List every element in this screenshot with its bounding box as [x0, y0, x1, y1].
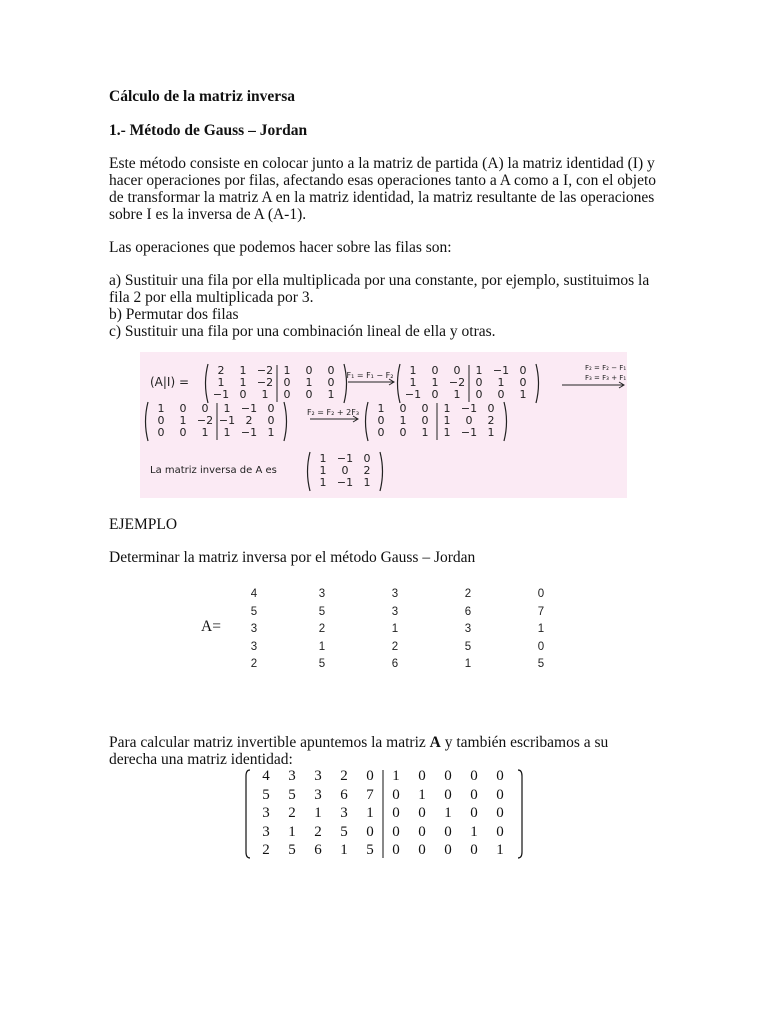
matrix-a-cell: 6: [391, 658, 399, 670]
text-line: derecha una matriz identidad:: [109, 751, 293, 768]
matrix-step2-cell: 1: [431, 376, 439, 389]
matrix-step1-cell: 0: [283, 388, 291, 401]
result-label: La matriz inversa de A es: [150, 465, 277, 476]
matrix-step3-cell: 0: [267, 402, 275, 415]
bold-a: A: [429, 734, 441, 751]
augment-paragraph: [109, 734, 709, 768]
matrix-a-cell: 5: [318, 658, 326, 670]
matrix-step2-cell: −2: [448, 376, 466, 389]
matrix-step3-cell: 1: [267, 426, 275, 439]
example-heading: EJEMPLO: [109, 516, 178, 533]
inverse-matrix-cell: −1: [336, 476, 354, 489]
augmented-cell: 0: [392, 842, 400, 858]
augmented-cell: 1: [496, 842, 504, 858]
section-heading: 1.- Método de Gauss – Jordan: [109, 122, 308, 139]
page-title: Cálculo de la matriz inversa: [109, 88, 295, 105]
augmented-cell: 6: [314, 842, 322, 858]
augmented-matrix: [244, 766, 524, 862]
augmented-cell: 1: [418, 786, 426, 803]
matrix-a-cell: 5: [537, 658, 545, 670]
text-line: a) Sustituir una fila por ella multiplicada por una constante, por ejemplo, sustituimos la: [109, 272, 650, 289]
augmented-cell: 0: [444, 786, 452, 803]
operation-label: F₃ = F₃ + F₁: [585, 374, 627, 382]
augmented-cell: 1: [288, 823, 296, 840]
matrix-a-cell: 2: [391, 640, 399, 653]
augmented-cell: 0: [496, 786, 504, 803]
matrix-step3-cell: 0: [267, 414, 275, 427]
augmented-cell: 2: [262, 842, 270, 858]
matrix-a-cell: 5: [250, 605, 258, 618]
matrix-a-cell: 0: [537, 640, 545, 653]
augmented-cell: 0: [470, 786, 478, 803]
text-line: Este método consiste en colocar junto a la matriz de partida (A) la matriz identidad (I) y: [109, 155, 655, 172]
matrix-step1-cell: 0: [305, 364, 313, 377]
augmented-cell: 5: [288, 842, 296, 858]
augmented-cell: 1: [314, 805, 322, 821]
matrix-step4-cell: 0: [421, 414, 429, 427]
augmented-cell: 0: [444, 823, 452, 840]
matrix-step3-cell: −2: [196, 414, 214, 427]
matrix-step4-cell: 1: [377, 402, 385, 415]
matrix-step3-cell: −1: [240, 402, 258, 415]
matrix-step4-cell: 1: [443, 426, 451, 439]
matrix-step2-cell: 0: [453, 364, 461, 377]
matrix-a-cell: 1: [391, 623, 399, 635]
matrix-step1-cell: 2: [217, 364, 225, 377]
matrix-step4-cell: −1: [460, 402, 478, 415]
inverse-matrix-cell: 1: [319, 452, 327, 465]
text-part: y también escribamos a su: [440, 734, 609, 751]
inverse-matrix-cell: 2: [363, 464, 371, 477]
text-line: b) Permutar dos filas: [109, 306, 239, 323]
matrix-a-cell: 3: [391, 588, 399, 600]
text-line: c) Sustituir una fila por una combinación lineal de ella y otras.: [109, 323, 496, 340]
matrix-step4-cell: −1: [460, 426, 478, 439]
matrix-step4-cell: 0: [399, 426, 407, 439]
matrix-a-cell: 3: [391, 605, 399, 618]
matrix-step3-cell: 0: [179, 402, 187, 415]
augmented-cell: 3: [340, 805, 348, 821]
augmented-cell: 0: [444, 768, 452, 784]
augmented-cell: 3: [262, 805, 270, 821]
matrix-a-cell: 5: [318, 605, 326, 618]
matrix-step2-cell: 0: [519, 364, 527, 377]
augmented-cell: 0: [470, 842, 478, 858]
matrix-step4-cell: 1: [421, 426, 429, 439]
inverse-matrix-cell: 1: [363, 476, 371, 489]
matrix-step2-cell: 0: [475, 388, 483, 401]
matrix-a-cell: 3: [464, 623, 472, 635]
matrix-step1-cell: 0: [327, 364, 335, 377]
matrix-a-cell: 7: [537, 605, 545, 618]
matrix-step2-cell: −1: [404, 388, 422, 401]
matrix-step2-cell: −1: [492, 364, 510, 377]
text-line: hacer operaciones por filas, afectando esas operaciones tanto a A como a I, con el objeto: [109, 172, 657, 189]
augmented-cell: 6: [340, 786, 348, 803]
matrix-step4-cell: 0: [377, 414, 385, 427]
matrix-step3-cell: 1: [201, 426, 209, 439]
augmented-cell: 1: [444, 805, 452, 821]
matrix-step1-cell: 1: [327, 388, 335, 401]
augmented-cell: 0: [496, 823, 504, 840]
augmented-cell: 0: [470, 805, 478, 821]
augmented-cell: 7: [366, 786, 374, 803]
augmented-cell: 0: [470, 768, 478, 784]
matrix-step3-cell: −1: [240, 426, 258, 439]
matrix-step4-cell: 0: [487, 402, 495, 415]
matrix-a-cell: 4: [250, 588, 258, 600]
operations-intro: Las operaciones que podemos hacer sobre las filas son:: [109, 239, 452, 256]
text-line: sobre I es la inversa de A (A-1).: [109, 206, 307, 223]
inverse-matrix-cell: 0: [363, 452, 371, 465]
matrix-step1-cell: 1: [261, 388, 269, 401]
augmented-cell: 3: [262, 823, 270, 840]
operation-label: F₂ = F₂ − F₁: [585, 364, 627, 372]
matrix-step2-cell: 1: [519, 388, 527, 401]
augmented-cell: 5: [340, 823, 348, 840]
matrix-a-cell: 0: [537, 588, 545, 600]
augmented-cell: 2: [340, 768, 348, 784]
matrix-step3-cell: 0: [201, 402, 209, 415]
augmented-cell: 0: [418, 805, 426, 821]
matrix-a-cell: 1: [464, 658, 472, 670]
matrix-step3-cell: 1: [157, 402, 165, 415]
matrix-step2-cell: 0: [519, 376, 527, 389]
augmented-cell: 0: [392, 805, 400, 821]
matrix-step2-cell: 0: [475, 376, 483, 389]
augmented-cell: 0: [392, 823, 400, 840]
matrix-step1-cell: −2: [256, 364, 274, 377]
augmented-cell: 0: [366, 768, 374, 784]
matrix-step2-cell: 0: [497, 388, 505, 401]
augmented-cell: 1: [340, 842, 348, 858]
matrix-step4-cell: 0: [421, 402, 429, 415]
matrix-step1-cell: 0: [239, 388, 247, 401]
matrix-step4-cell: 1: [443, 402, 451, 415]
augmented-cell: 0: [496, 805, 504, 821]
augmented-cell: 1: [366, 805, 374, 821]
matrix-step4-cell: 1: [399, 414, 407, 427]
matrix-step1-cell: 1: [239, 364, 247, 377]
augmented-cell: 0: [444, 842, 452, 858]
matrix-step3-cell: −1: [218, 414, 236, 427]
text-line: de transformar la matriz A en la matriz identidad, la matriz resultante de las operaciones: [109, 189, 655, 206]
matrix-step2-cell: 1: [453, 388, 461, 401]
augmented-cell: 2: [288, 805, 296, 821]
matrix-step1-cell: 1: [305, 376, 313, 389]
matrix-step4-cell: 2: [487, 414, 495, 427]
matrix-step2-cell: 0: [431, 388, 439, 401]
matrix-step4-cell: 1: [443, 414, 451, 427]
matrix-a-label: A=: [201, 618, 221, 635]
inverse-matrix-cell: −1: [336, 452, 354, 465]
augmented-cell: 1: [392, 768, 400, 784]
matrix-a-cell: 1: [537, 623, 545, 635]
matrix-step3-cell: 0: [157, 426, 165, 439]
matrix-step4-cell: 1: [487, 426, 495, 439]
operation-label: F₁ = F₁ − F₂: [346, 371, 394, 380]
augmented-cell: 0: [418, 768, 426, 784]
matrix-step1-cell: −2: [256, 376, 274, 389]
matrix-step3-cell: 1: [223, 402, 231, 415]
augmented-cell: 0: [418, 823, 426, 840]
matrix-step1-cell: −1: [212, 388, 230, 401]
operation-label: F₂ = F₂ + 2F₃: [306, 408, 360, 417]
augmented-cell: 0: [496, 768, 504, 784]
augmented-cell: 3: [314, 768, 322, 784]
matrix-a-cell: 3: [250, 640, 258, 653]
matrix-step2-cell: 1: [475, 364, 483, 377]
example-text: Determinar la matriz inversa por el método Gauss – Jordan: [109, 549, 476, 566]
matrix-step3-cell: 2: [245, 414, 253, 427]
augmented-cell: 4: [262, 768, 270, 784]
matrix-a-cell: 6: [464, 605, 472, 618]
matrix-step1-cell: 1: [217, 376, 225, 389]
matrix-a-cell: 2: [318, 623, 326, 635]
augmented-cell: 5: [366, 842, 374, 858]
matrix-step3-cell: 0: [157, 414, 165, 427]
matrix-step4-cell: 0: [465, 414, 473, 427]
matrix-step4-cell: 0: [377, 426, 385, 439]
augmented-cell: 1: [470, 823, 478, 840]
augmented-cell: 0: [392, 786, 400, 803]
matrix-a-cell: 2: [250, 658, 258, 670]
matrix-step2-cell: 1: [409, 376, 417, 389]
matrix-a-cell: 1: [318, 640, 326, 653]
inverse-matrix-cell: 1: [319, 476, 327, 489]
inverse-matrix-cell: 1: [319, 464, 327, 477]
matrix-step1-cell: 1: [283, 364, 291, 377]
text-part: Para calcular matriz invertible apuntemos la matriz: [109, 734, 430, 751]
matrix-step1-cell: 1: [239, 376, 247, 389]
augmented-cell: 0: [366, 823, 374, 840]
matrix-step3-cell: 1: [179, 414, 187, 427]
matrix-a-cell: 5: [464, 640, 472, 653]
augmented-cell: 3: [288, 768, 296, 784]
matrix-step4-cell: 0: [399, 402, 407, 415]
augmented-cell: 5: [288, 786, 296, 803]
figure-lhs: (A|I) =: [150, 375, 190, 389]
matrix-step1-cell: 0: [305, 388, 313, 401]
matrix-step1-cell: 0: [327, 376, 335, 389]
matrix-step2-cell: 1: [409, 364, 417, 377]
inverse-matrix-cell: 0: [341, 464, 349, 477]
matrix-a-cell: 2: [464, 588, 472, 600]
matrix-step2-cell: 0: [431, 364, 439, 377]
augmented-cell: 0: [418, 842, 426, 858]
augmented-cell: 3: [314, 786, 322, 803]
augmented-cell: 5: [262, 786, 270, 803]
matrix-a-cell: 3: [250, 623, 258, 635]
matrix-step2-cell: 1: [497, 376, 505, 389]
text-line: fila 2 por ella multiplicada por 3.: [109, 289, 314, 306]
matrix-step1-cell: 0: [283, 376, 291, 389]
augmented-cell: 2: [314, 823, 322, 840]
matrix-step3-cell: 0: [179, 426, 187, 439]
matrix-step3-cell: 1: [223, 426, 231, 439]
matrix-a-cell: 3: [318, 588, 326, 600]
